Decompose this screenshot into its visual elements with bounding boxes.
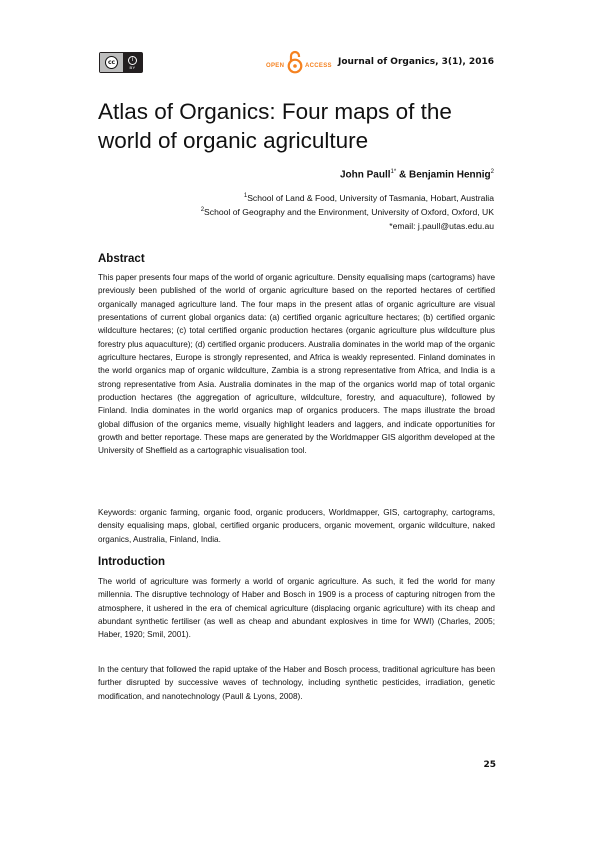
page-number: 25 xyxy=(483,760,496,770)
affiliation xyxy=(244,193,494,203)
author-affiliation-mark: 2 xyxy=(490,169,494,175)
introduction-paragraph: In the century that followed the rapid uptake of the Haber and Bosch process, traditional agriculture has been further disrupted by successive waves of technology, including synthetic pesticides, irradiation, genetic modification, and nanotechnology (Paull & Lyons, 2008). xyxy=(98,665,495,701)
open-access-logo xyxy=(266,50,336,76)
abstract-text: This paper presents four maps of the world of organic agriculture. Density equalising maps (cartograms) have previously been published of the world of organic agriculture based on the reported hectares of certified organically managed agriculture land. The four maps in the present atlas of organic agriculture are visual presentations of current global organics data: (a) certified organic agriculture hectares; (b) certified organic wildculture hectares; (c) total certified organic production hectares (organic agriculture plus wildculture plus forestry plus aquaculture); (d) certified organic producers. Australia dominates in the world map of the organic agriculture hectares, Europe is strongly represented, and Africa is weakly represented. Finland dominates in the world organics map of organic wildculture, Zambia is a strong representative from Africa, and India is a strong representative from Asia. Australia dominates in the map of the organics world map of total organic production hectares (the aggregation of agriculture, wildculture, forestry, and aquaculture), followed by Finland. India dominates in the world organics map of organics producers. The maps illustrate the broad global diffusion of the organics meme, visually highlight leaders and laggers, and indicate opportunities for growth and better reportage. These maps are generated by the Worldmapper GIS algorithm developed at the University of Sheffield as a cartographic visualisation tool. xyxy=(98,273,495,456)
author-name: Benjamin Hennig xyxy=(408,169,491,181)
author-affiliation-mark: 1* xyxy=(390,169,397,175)
journal-citation: Journal of Organics, 3(1), 2016 xyxy=(337,57,494,67)
keywords-text: Keywords: organic farming, organic food, organic producers, Worldmapper, GIS, cartography, cartograms, density equalising maps, global, certified organic producers, organic movement, organic wildculture, naked organics, Australia, Finland, India. xyxy=(98,508,495,544)
by-label: BY xyxy=(129,64,136,70)
author-separator: & xyxy=(396,169,409,181)
attribution-person-icon: i xyxy=(128,56,137,65)
affiliation xyxy=(201,207,494,217)
affiliation-text: School of Geography and the Environment, University of Oxford, Oxford, UK xyxy=(204,207,494,217)
cc-by-license-badge[interactable] xyxy=(99,52,143,73)
cc-icon: cc xyxy=(105,56,118,69)
introduction-heading: Introduction xyxy=(98,556,166,568)
article-title: Atlas of Organics: Four maps of the world of organic agriculture xyxy=(98,99,452,153)
open-access-lock-icon xyxy=(287,50,303,74)
open-access-open-label: OPEN xyxy=(266,63,285,69)
author-list xyxy=(340,169,494,180)
abstract-heading: Abstract xyxy=(98,253,145,265)
introduction-paragraph: The world of agriculture was formerly a world of organic agriculture. As such, it fed the world for many millennia. The disruptive technology of Haber and Bosch in 1909 is a process of capturing nitrogen from the atmosphere, it ushered in the era of chemical agriculture (displacing organic agriculture) with its cheap and abundant synthetic fertiliser (as well as cheap and abundant explosives in time for WWI) (Charles, 2005; Haber, 1920; Smil, 2001). xyxy=(98,577,495,640)
open-access-access-label: ACCESS xyxy=(305,63,332,69)
contact-email[interactable] xyxy=(389,221,494,231)
affiliation-text: School of Land & Food, University of Tasmania, Hobart, Australia xyxy=(247,193,494,203)
email-text[interactable]: *email: j.paull@utas.edu.au xyxy=(389,221,494,231)
affiliation-mark: 2 xyxy=(200,207,205,214)
affiliation-mark: 1 xyxy=(243,193,248,200)
author-name: John Paull xyxy=(339,169,391,181)
